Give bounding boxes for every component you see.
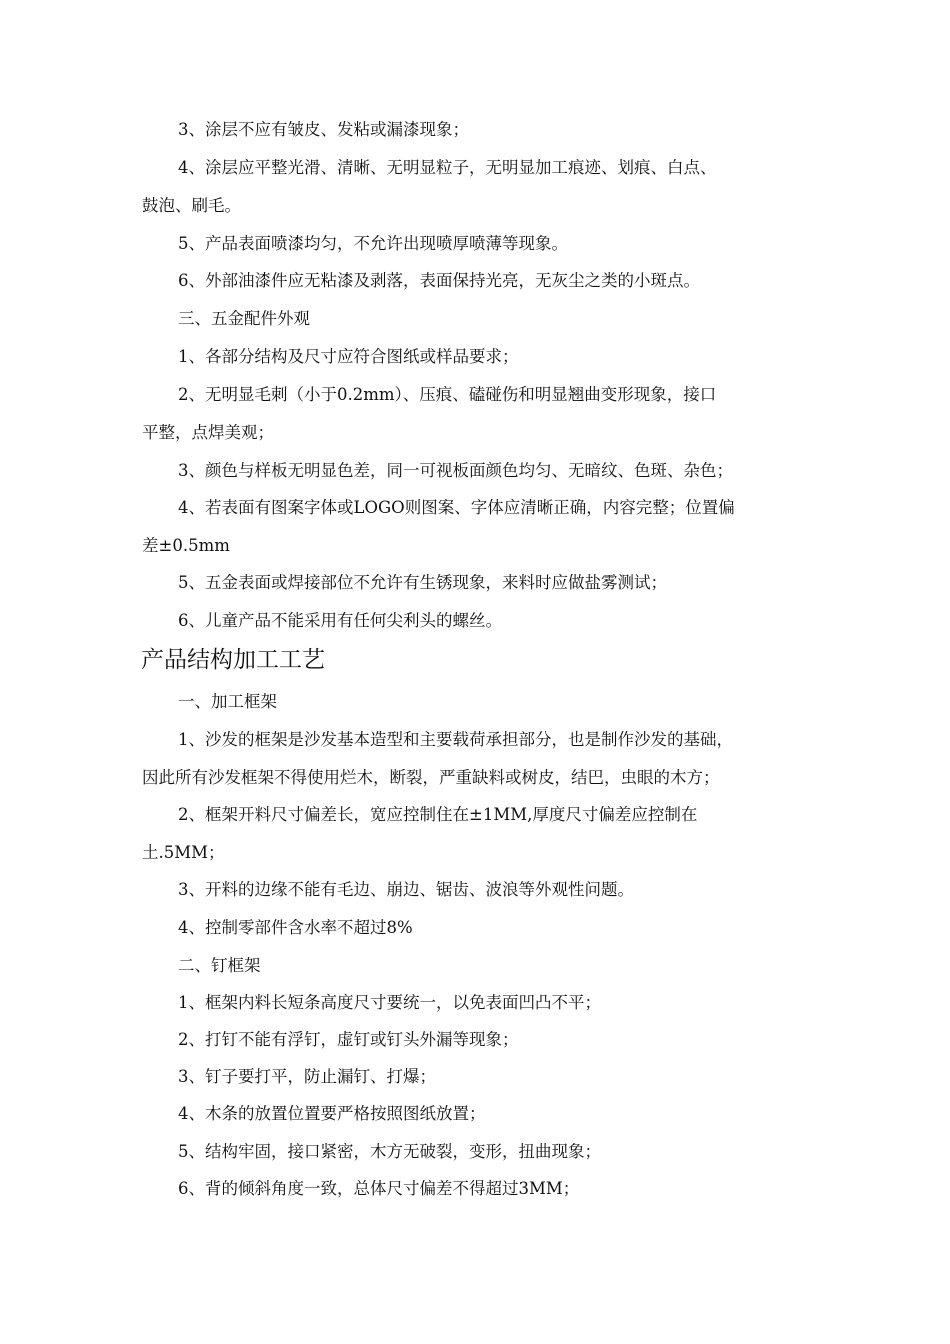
hardware-item-2-line1: 2、无明显毛刺（小于0.2mm）、压痕、磕碰伤和明显翘曲变形现象，接口 [178, 385, 717, 404]
hardware-item-3: 3、颜色与样板无明显色差，同一可视板面颜色均匀、无暗纹、色斑、杂色； [178, 461, 733, 480]
hardware-item-1: 1、各部分结构及尺寸应符合图纸或样品要求； [178, 347, 519, 366]
frame-processing-item-1-line2: 因此所有沙发框架不得使用烂木，断裂，严重缺料或树皮，结巴，虫眼的木方； [142, 768, 720, 787]
frame-processing-item-2-line2: 土.5MM； [142, 843, 225, 862]
frame-processing-item-4: 4、控制零部件含水率不超过8% [178, 918, 413, 937]
frame-nailing-item-2: 2、打钉不能有浮钉，虚钉或钉头外漏等现象； [178, 1030, 519, 1049]
frame-nailing-item-5: 5、结构牢固，接口紧密，木方无破裂，变形，扭曲现象； [178, 1142, 601, 1161]
hardware-item-6: 6、儿童产品不能采用有任何尖利头的螺丝。 [178, 611, 502, 630]
frame-processing-title: 一、加工框架 [178, 692, 277, 711]
frame-nailing-item-1: 1、框架内料长短条高度尺寸要统一，以免表面凹凸不平； [178, 993, 601, 1012]
hardware-item-4-line2: 差±0.5mm [142, 536, 230, 555]
coating-item-5: 5、产品表面喷漆均匀，不允许出现喷厚喷薄等现象。 [178, 234, 568, 253]
frame-nailing-item-6: 6、背的倾斜角度一致，总体尺寸偏差不得超过3MM； [178, 1179, 580, 1198]
coating-item-3: 3、涂层不应有皱皮、发粘或漏漆现象； [178, 120, 469, 139]
frame-processing-item-3: 3、开料的边缘不能有毛边、崩边、锯齿、波浪等外观性问题。 [178, 880, 634, 899]
frame-nailing-title: 二、钉框架 [178, 956, 261, 975]
hardware-item-2-line2: 平整，点焊美观； [142, 423, 274, 442]
frame-nailing-item-3: 3、钉子要打平，防止漏钉、打爆； [178, 1067, 436, 1086]
hardware-item-4-line1: 4、若表面有图案字体或LOGO则图案、字体应清晰正确，内容完整；位置偏 [178, 498, 735, 517]
coating-item-6: 6、外部油漆件应无粘漆及剥落，表面保持光亮，无灰尘之类的小斑点。 [178, 271, 700, 290]
hardware-item-5: 5、五金表面或焊接部位不允许有生锈现象，来料时应做盐雾测试； [178, 573, 667, 592]
main-heading: 产品结构加工工艺 [141, 647, 325, 673]
coating-item-4-line1: 4、涂层应平整光滑、清晰、无明显粒子，无明显加工痕迹、划痕、白点、 [178, 158, 717, 177]
frame-processing-item-2-line1: 2、框架开料尺寸偏差长，宽应控制住在±1MM,厚度尺寸偏差应控制在 [178, 805, 698, 824]
hardware-section-title: 三、五金配件外观 [178, 309, 310, 328]
frame-nailing-item-4: 4、木条的放置位置要严格按照图纸放置； [178, 1104, 486, 1123]
frame-processing-item-1-line1: 1、沙发的框架是沙发基本造型和主要载荷承担部分，也是制作沙发的基础， [178, 730, 733, 749]
coating-item-4-line2: 鼓泡、刷毛。 [142, 196, 241, 215]
